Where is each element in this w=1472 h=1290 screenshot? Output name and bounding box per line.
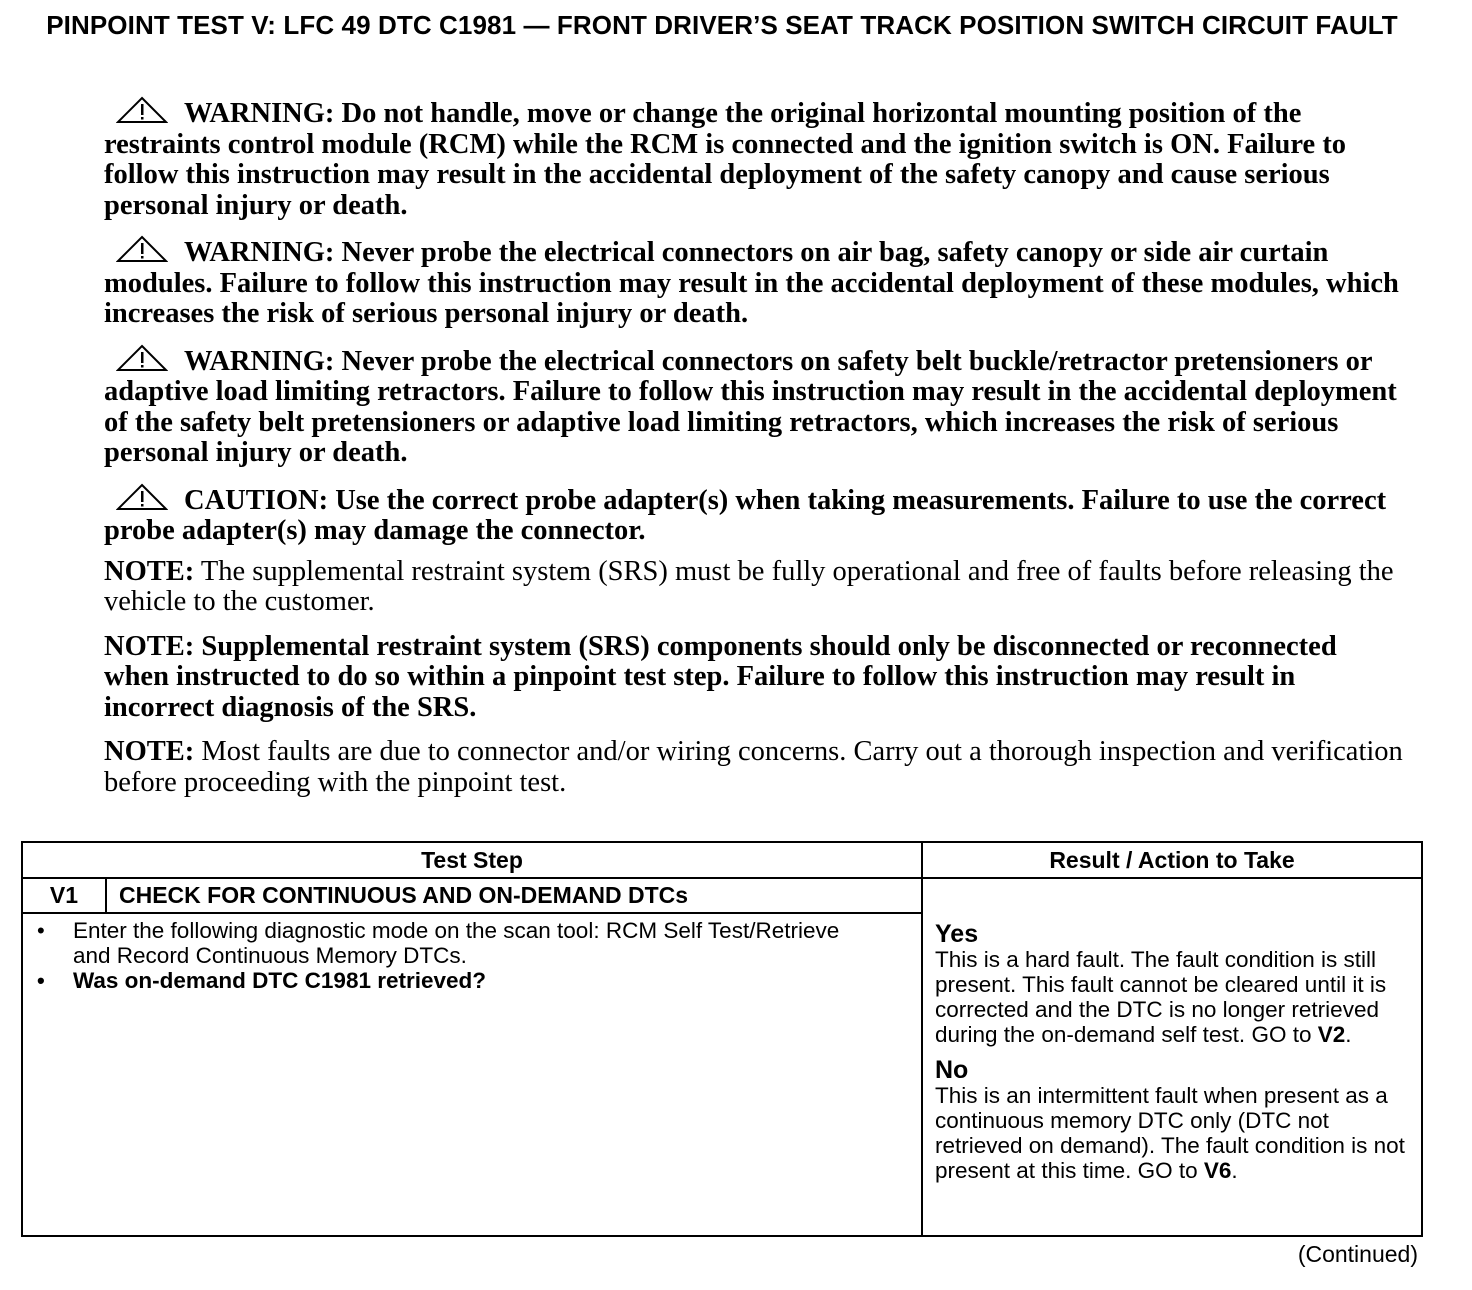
warning-note [104,96,1404,221]
warning-triangle-icon [116,344,168,372]
note [104,557,1404,618]
warning-text: WARNING: Do not handle, move or change the original horizontal mounting position of the restraints control module (RCM) while the RCM is connected and the ignition switch is ON. Failure to follow this instruction may result in the accidental deployment of the safety canopy and cause serious personal injury or death. [104,98,1347,221]
step-id: V1 [22,878,106,913]
result-cell [922,878,1422,1236]
result-yes-target: V2 [1317,1022,1346,1047]
result-no-target: V6 [1203,1158,1232,1183]
note-text: Most faults are due to connector and/or wiring concerns. Carry out a thorough inspection and verification before proceeding with the pinpoint test. [104,736,1403,798]
step-title-row [22,878,1422,913]
table-header-row [22,842,1422,878]
result-no-end: . [1231,1158,1238,1183]
pinpoint-test-table [21,841,1423,1237]
note-text: NOTE: Supplemental restraint system (SRS) components should only be disconnected or reconnected when instructed to do so within a pinpoint test step. Failure to follow this instruction may result in incorrect diagnosis of the SRS. [104,630,1337,723]
result-no-body: This is an intermittent fault when present as a continuous memory DTC only (DTC not retrieved on demand). The fault condition is not present at this time. GO to [935,1083,1405,1183]
warning-triangle-icon [116,483,168,511]
result-yes-label: Yes [935,920,979,948]
continued-label: (Continued) [1297,1241,1418,1267]
step-bullets [23,914,921,993]
warning-note [104,235,1404,330]
note [104,737,1404,798]
note-lead: NOTE: [104,736,195,767]
notes-section [104,96,1404,812]
caution-text: CAUTION: Use the correct probe adapter(s) when taking measurements. Failure to use the correct probe adapter(s) may damage the connector. [104,484,1387,546]
note-text: The supplemental restraint system (SRS) must be fully operational and free of faults before releasing the vehicle to the customer. [104,555,1394,617]
result-yes-body: This is a hard fault. The fault condition is still present. This fault cannot be cleared until it is corrected and the DTC is no longer retrieved during the on-demand self test. GO to [935,947,1387,1047]
result-yes-text [935,947,1413,1047]
step-title: CHECK FOR CONTINUOUS AND ON-DEMAND DTCs [106,878,922,913]
step-instruction: • Enter the following diagnostic mode on the scan tool: RCM Self Test/Retrieve and Record Continuous Memory DTCs. [73,918,881,968]
warning-text: WARNING: Never probe the electrical connectors on safety belt buckle/retractor pretensioners or adaptive load limiting retractors. Failure to follow this instruction may result in the accidental deployment of the safety belt pretensioners or adaptive load limiting retractors, which increases the risk of serious personal injury or death. [104,345,1397,468]
result-block [923,879,1421,1183]
result-yes-end: . [1345,1022,1352,1047]
result-no-text [935,1083,1413,1183]
warning-triangle-icon [116,96,168,124]
warning-text: WARNING: Never probe the electrical connectors on air bag, safety canopy or side air curtain modules. Failure to follow this instruction may result in the accidental deployment of these modules, which increases the risk of serious personal injury or death. [104,237,1399,329]
page-title: PINPOINT TEST V: LFC 49 DTC C1981 — FRONT DRIVER’S SEAT TRACK POSITION SWITCH CIRCUIT FAULT [46,10,1398,40]
caution-note [104,483,1404,547]
note-lead: NOTE: [104,555,195,587]
header-test-step: Test Step [22,842,922,878]
warning-note [104,344,1404,469]
header-result-action: Result / Action to Take [922,842,1422,878]
note [104,632,1404,724]
warning-triangle-icon [116,235,168,263]
step-question: • Was on-demand DTC C1981 retrieved? [73,968,881,993]
step-body [22,913,922,1236]
result-no-label: No [935,1056,969,1084]
